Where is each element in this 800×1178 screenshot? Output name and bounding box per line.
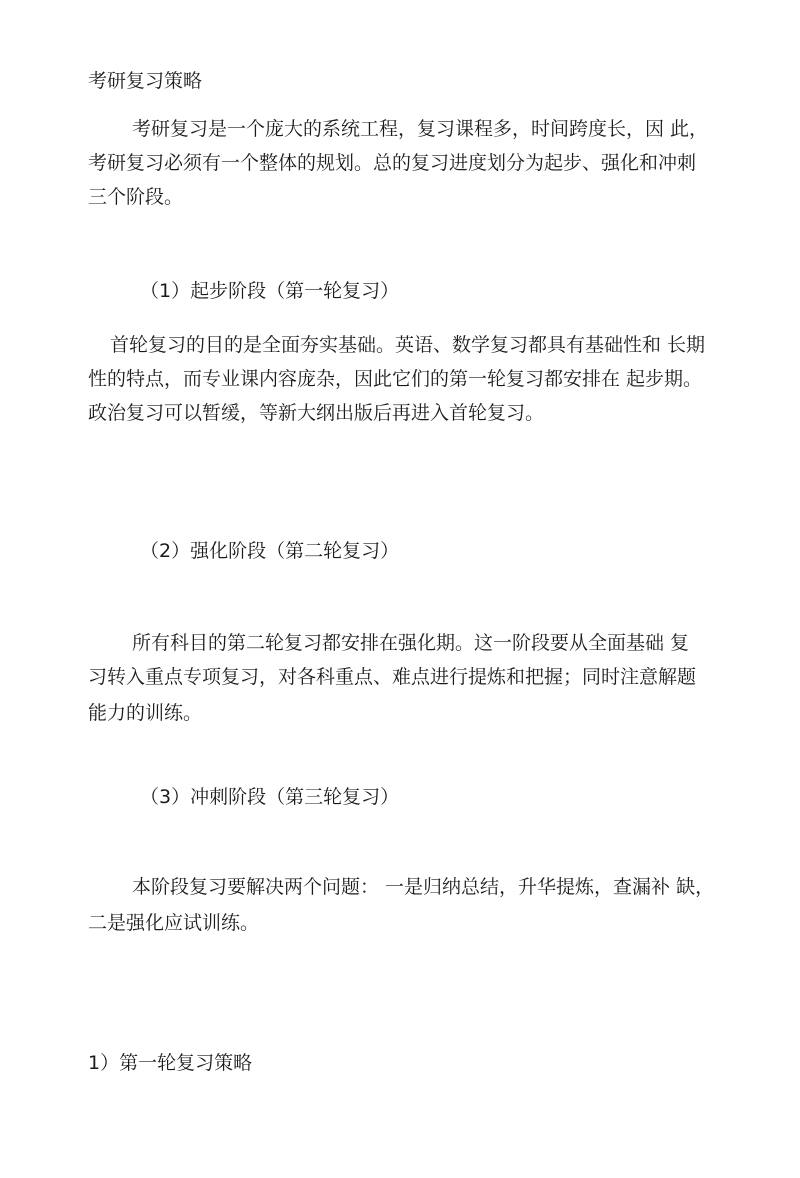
- stage2-line-2: 习转入重点专项复习，对各科重点、难点进行提炼和把握；同时注意解题: [88, 666, 697, 688]
- stage1-line-2: 性的特点，而专业课内容庞杂，因此它们的第一轮复习都安排在 起步期。: [88, 368, 703, 390]
- intro-line-1: 考研复习是一个庞大的系统工程，复习课程多，时间跨度长，因 此，: [132, 118, 709, 140]
- document-title: 考研复习策略: [88, 70, 203, 92]
- stage3-heading: （3）冲刺阶段（第三轮复习）: [140, 786, 400, 808]
- strategy1-heading: 1）第一轮复习策略: [88, 1052, 253, 1074]
- stage1-line-3: 政治复习可以暂缓，等新大纲出版后再进入首轮复习。: [88, 402, 545, 424]
- stage1-heading: （1）起步阶段（第一轮复习）: [140, 280, 400, 302]
- stage1-line-1: 首轮复习的目的是全面夯实基础。英语、数学复习都具有基础性和 长期: [110, 334, 706, 356]
- stage3-line-1: 本阶段复习要解决两个问题： 一是归纳总结，升华提炼，查漏补 缺，: [132, 876, 715, 898]
- intro-line-2: 考研复习必须有一个整体的规划。总的复习进度划分为起步、强化和冲刺: [88, 152, 697, 174]
- stage2-line-3: 能力的训练。: [88, 702, 203, 724]
- stage3-line-2: 二是强化应试训练。: [88, 912, 260, 934]
- stage2-heading: （2）强化阶段（第二轮复习）: [140, 540, 400, 562]
- stage2-line-1: 所有科目的第二轮复习都安排在强化期。这一阶段要从全面基础 复: [132, 632, 690, 654]
- intro-line-3: 三个阶段。: [88, 186, 184, 208]
